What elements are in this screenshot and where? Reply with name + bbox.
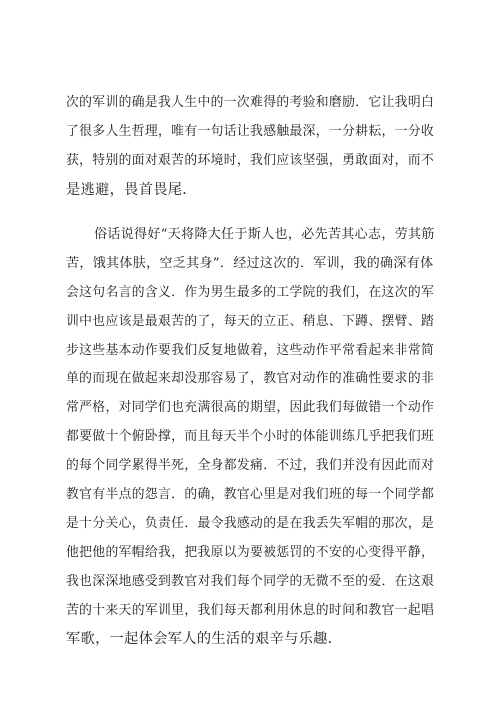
text-line: 军歌，一起体会军人的生活的艰辛与乐趣． <box>66 631 343 648</box>
paragraph-1 <box>66 89 438 205</box>
text-line: 获，特别的面对艰苦的环境时，我们应该坚强，勇敢面对，而不 <box>66 152 435 168</box>
text-line: 训中也应该是最艰苦的了，每天的立正、稍息、下蹲、摆臂、踏 <box>66 313 435 329</box>
text-line: 我也深深地感受到教官对我们每个同学的无微不至的爱．在这艰 <box>66 573 435 589</box>
text-line: 常严格，对同学们也充满很高的期望，因此我们每做错一个动作 <box>66 400 435 416</box>
text-line: 会这句名言的含义．作为男生最多的工学院的我们，在这次的军 <box>66 284 435 300</box>
text-line: 苦，饿其体肤，空乏其身”．经过这次的．军训，我的确深有体 <box>66 255 434 271</box>
text-line: 是逃避，畏首畏尾． <box>66 181 197 198</box>
paragraph-2 <box>66 221 438 654</box>
text-line: 苦的十来天的军训里，我们每天都利用休息的时间和教官一起唱 <box>66 602 435 618</box>
text-line: 都要做十个俯卧撑，而且每天半个小时的体能训练几乎把我们班 <box>66 429 435 445</box>
text-line: 是十分关心，负责任．最令我感动的是在我丢失军帽的那次，是 <box>66 515 435 531</box>
text-line: 的每个同学累得半死，全身都发痛．不过，我们并没有因此而对 <box>66 458 435 474</box>
text-line: 了很多人生哲理，唯有一句话让我感触最深，一分耕耘，一分收 <box>66 123 435 139</box>
text-line: 单的而现在做起来却没那容易了，教官对动作的准确性要求的非 <box>66 371 435 387</box>
text-line: 俗话说得好“天将降大任于斯人也，必先苦其心志，劳其筋 <box>94 227 435 242</box>
text-line: 他把他的军帽给我，把我原以为要被惩罚的不安的心变得平静， <box>66 544 435 560</box>
text-line: 教官有半点的怨言．的确，教官心里是对我们班的每一个同学都 <box>66 487 435 503</box>
text-line: 次的军训的确是我人生中的一次难得的考验和磨励．它让我明白 <box>66 95 435 110</box>
text-line: 步这些基本动作要我们反复地做着，这些动作平常看起来非常简 <box>66 342 435 358</box>
